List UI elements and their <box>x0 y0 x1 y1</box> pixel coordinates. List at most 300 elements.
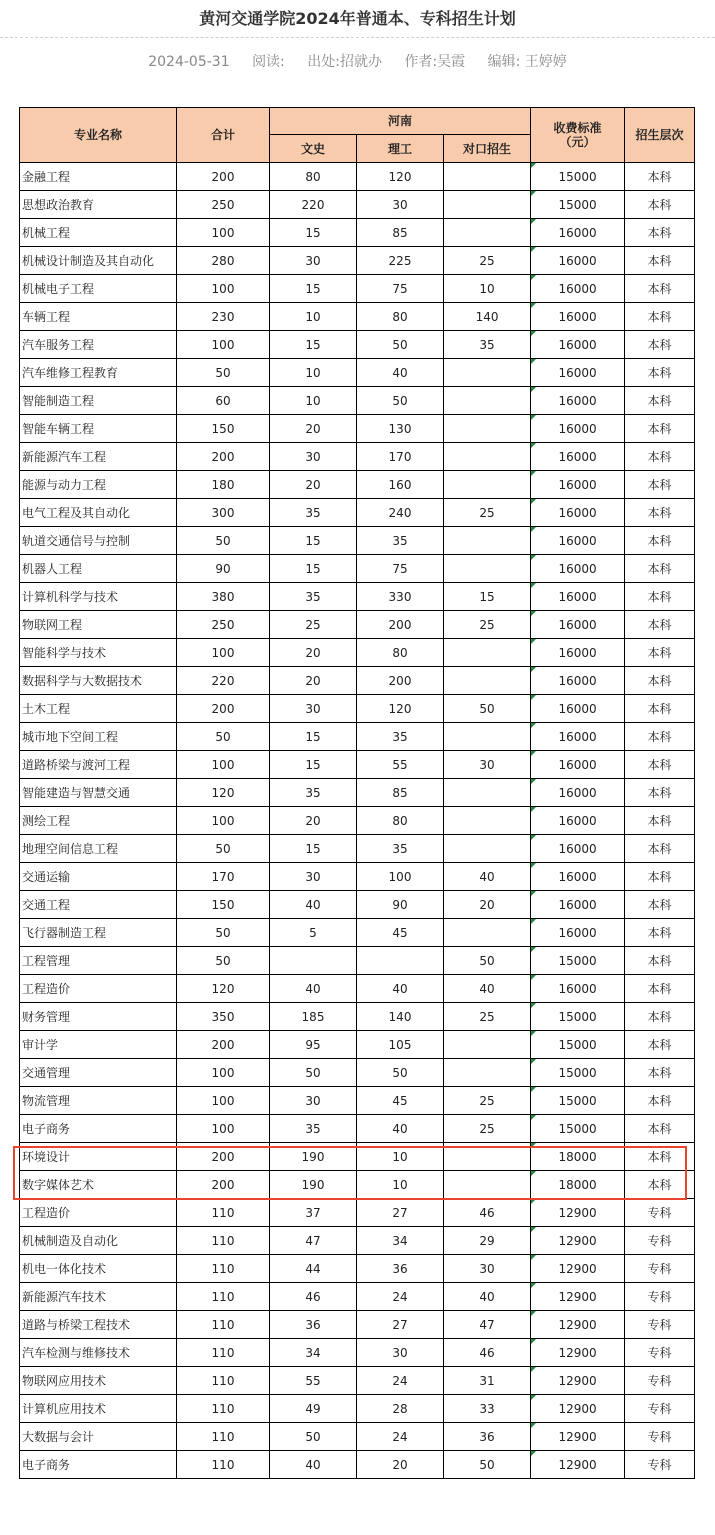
cell-total: 120 <box>177 975 270 1003</box>
cell-fee: 15000 <box>531 1059 625 1087</box>
cell-fee: 15000 <box>531 163 625 191</box>
cell-science: 105 <box>357 1031 444 1059</box>
cell-level: 本科 <box>625 611 695 639</box>
cell-total: 100 <box>177 751 270 779</box>
cell-level: 本科 <box>625 891 695 919</box>
cell-total: 110 <box>177 1311 270 1339</box>
cell-major: 地理空间信息工程 <box>20 835 177 863</box>
cell-major: 车辆工程 <box>20 303 177 331</box>
read-count: 阅读: <box>252 54 285 70</box>
cell-fee: 16000 <box>531 919 625 947</box>
cell-arts: 30 <box>270 863 357 891</box>
cell-vocational <box>444 359 531 387</box>
cell-total: 50 <box>177 723 270 751</box>
cell-total: 380 <box>177 583 270 611</box>
cell-arts: 10 <box>270 387 357 415</box>
cell-total: 50 <box>177 947 270 975</box>
publish-date: 2024-05-31 <box>148 54 230 70</box>
cell-science: 80 <box>357 303 444 331</box>
cell-level: 专科 <box>625 1367 695 1395</box>
cell-arts: 185 <box>270 1003 357 1031</box>
table-row <box>20 807 695 835</box>
cell-arts: 190 <box>270 1171 357 1199</box>
table-row <box>20 639 695 667</box>
table-row <box>20 751 695 779</box>
cell-arts: 80 <box>270 163 357 191</box>
cell-science: 75 <box>357 275 444 303</box>
cell-science: 40 <box>357 975 444 1003</box>
cell-vocational <box>444 219 531 247</box>
table-row <box>20 1339 695 1367</box>
cell-science: 45 <box>357 1087 444 1115</box>
cell-total: 200 <box>177 1031 270 1059</box>
cell-arts: 15 <box>270 527 357 555</box>
cell-arts: 55 <box>270 1367 357 1395</box>
cell-fee: 16000 <box>531 751 625 779</box>
cell-fee: 12900 <box>531 1423 625 1451</box>
cell-major: 道路桥梁与渡河工程 <box>20 751 177 779</box>
cell-vocational <box>444 471 531 499</box>
header-level: 招生层次 <box>625 108 695 163</box>
table-row <box>20 611 695 639</box>
title-divider <box>0 37 715 38</box>
cell-science: 330 <box>357 583 444 611</box>
cell-fee: 16000 <box>531 219 625 247</box>
cell-level: 本科 <box>625 499 695 527</box>
table-row <box>20 303 695 331</box>
cell-total: 250 <box>177 611 270 639</box>
cell-science: 140 <box>357 1003 444 1031</box>
cell-level: 本科 <box>625 1171 695 1199</box>
cell-total: 100 <box>177 1059 270 1087</box>
cell-total: 110 <box>177 1283 270 1311</box>
cell-total: 110 <box>177 1199 270 1227</box>
cell-major: 土木工程 <box>20 695 177 723</box>
cell-vocational <box>444 919 531 947</box>
cell-science: 40 <box>357 1115 444 1143</box>
cell-science: 50 <box>357 1059 444 1087</box>
cell-fee: 16000 <box>531 275 625 303</box>
cell-vocational: 29 <box>444 1227 531 1255</box>
cell-science: 160 <box>357 471 444 499</box>
cell-vocational: 10 <box>444 275 531 303</box>
table-row <box>20 891 695 919</box>
table-row <box>20 555 695 583</box>
cell-vocational: 30 <box>444 1255 531 1283</box>
cell-arts: 190 <box>270 1143 357 1171</box>
cell-vocational <box>444 191 531 219</box>
cell-level: 本科 <box>625 443 695 471</box>
cell-total: 50 <box>177 919 270 947</box>
cell-vocational <box>444 723 531 751</box>
cell-total: 110 <box>177 1451 270 1479</box>
cell-science: 35 <box>357 723 444 751</box>
cell-level: 本科 <box>625 583 695 611</box>
table-row <box>20 583 695 611</box>
table-row <box>20 275 695 303</box>
cell-arts: 34 <box>270 1339 357 1367</box>
cell-major: 智能制造工程 <box>20 387 177 415</box>
table-row <box>20 471 695 499</box>
cell-arts <box>270 947 357 975</box>
cell-arts: 44 <box>270 1255 357 1283</box>
cell-vocational: 46 <box>444 1339 531 1367</box>
cell-arts: 35 <box>270 779 357 807</box>
cell-fee: 15000 <box>531 947 625 975</box>
cell-fee: 16000 <box>531 639 625 667</box>
cell-major: 交通管理 <box>20 1059 177 1087</box>
cell-major: 轨道交通信号与控制 <box>20 527 177 555</box>
cell-arts: 37 <box>270 1199 357 1227</box>
cell-arts: 20 <box>270 639 357 667</box>
cell-science: 50 <box>357 387 444 415</box>
cell-total: 150 <box>177 891 270 919</box>
cell-fee: 16000 <box>531 695 625 723</box>
cell-level: 本科 <box>625 1115 695 1143</box>
cell-fee: 12900 <box>531 1199 625 1227</box>
cell-major: 环境设计 <box>20 1143 177 1171</box>
cell-major: 物联网工程 <box>20 611 177 639</box>
cell-science: 10 <box>357 1171 444 1199</box>
cell-major: 财务管理 <box>20 1003 177 1031</box>
cell-vocational: 46 <box>444 1199 531 1227</box>
cell-vocational: 25 <box>444 611 531 639</box>
cell-science: 80 <box>357 807 444 835</box>
cell-total: 110 <box>177 1367 270 1395</box>
cell-vocational: 30 <box>444 751 531 779</box>
cell-fee: 16000 <box>531 471 625 499</box>
cell-fee: 12900 <box>531 1311 625 1339</box>
cell-science: 200 <box>357 667 444 695</box>
cell-total: 280 <box>177 247 270 275</box>
table-row <box>20 1199 695 1227</box>
cell-fee: 12900 <box>531 1395 625 1423</box>
cell-arts: 30 <box>270 1087 357 1115</box>
table-row <box>20 1395 695 1423</box>
cell-major: 测绘工程 <box>20 807 177 835</box>
cell-level: 专科 <box>625 1395 695 1423</box>
cell-science: 20 <box>357 1451 444 1479</box>
cell-vocational: 25 <box>444 1087 531 1115</box>
cell-level: 本科 <box>625 1031 695 1059</box>
cell-vocational: 20 <box>444 891 531 919</box>
cell-total: 200 <box>177 1171 270 1199</box>
cell-fee: 18000 <box>531 1143 625 1171</box>
cell-arts: 35 <box>270 583 357 611</box>
cell-major: 飞行器制造工程 <box>20 919 177 947</box>
cell-science: 75 <box>357 555 444 583</box>
table-row <box>20 247 695 275</box>
cell-total: 180 <box>177 471 270 499</box>
cell-total: 110 <box>177 1423 270 1451</box>
table-row <box>20 415 695 443</box>
table-row <box>20 1031 695 1059</box>
cell-arts: 50 <box>270 1059 357 1087</box>
cell-level: 专科 <box>625 1423 695 1451</box>
cell-arts: 40 <box>270 1451 357 1479</box>
table-row <box>20 1087 695 1115</box>
cell-arts: 35 <box>270 1115 357 1143</box>
cell-arts: 40 <box>270 891 357 919</box>
cell-level: 本科 <box>625 219 695 247</box>
cell-vocational <box>444 779 531 807</box>
table-row <box>20 359 695 387</box>
cell-total: 100 <box>177 1087 270 1115</box>
cell-total: 100 <box>177 807 270 835</box>
cell-science: 24 <box>357 1423 444 1451</box>
cell-arts: 15 <box>270 275 357 303</box>
cell-fee: 16000 <box>531 611 625 639</box>
cell-total: 110 <box>177 1339 270 1367</box>
cell-arts: 36 <box>270 1311 357 1339</box>
cell-total: 60 <box>177 387 270 415</box>
cell-total: 220 <box>177 667 270 695</box>
cell-vocational <box>444 835 531 863</box>
cell-science: 90 <box>357 891 444 919</box>
cell-science: 27 <box>357 1311 444 1339</box>
cell-fee: 12900 <box>531 1255 625 1283</box>
cell-level: 专科 <box>625 1255 695 1283</box>
cell-fee: 16000 <box>531 667 625 695</box>
cell-total: 110 <box>177 1255 270 1283</box>
header-vocational: 对口招生 <box>444 135 531 163</box>
cell-level: 本科 <box>625 471 695 499</box>
cell-arts: 30 <box>270 247 357 275</box>
cell-major: 机械工程 <box>20 219 177 247</box>
cell-arts: 46 <box>270 1283 357 1311</box>
table-row <box>20 1003 695 1031</box>
cell-total: 110 <box>177 1227 270 1255</box>
cell-vocational: 40 <box>444 863 531 891</box>
cell-arts: 50 <box>270 1423 357 1451</box>
cell-vocational: 35 <box>444 331 531 359</box>
cell-major: 计算机应用技术 <box>20 1395 177 1423</box>
cell-arts: 25 <box>270 611 357 639</box>
table-row <box>20 527 695 555</box>
cell-science: 30 <box>357 1339 444 1367</box>
cell-fee: 16000 <box>531 303 625 331</box>
cell-level: 本科 <box>625 303 695 331</box>
cell-science: 85 <box>357 779 444 807</box>
cell-arts: 220 <box>270 191 357 219</box>
cell-major: 电子商务 <box>20 1115 177 1143</box>
cell-major: 物联网应用技术 <box>20 1367 177 1395</box>
cell-fee: 16000 <box>531 247 625 275</box>
table-row <box>20 975 695 1003</box>
cell-major: 机械制造及自动化 <box>20 1227 177 1255</box>
cell-fee: 15000 <box>531 1031 625 1059</box>
cell-science: 200 <box>357 611 444 639</box>
cell-science: 35 <box>357 835 444 863</box>
cell-science: 225 <box>357 247 444 275</box>
cell-level: 本科 <box>625 555 695 583</box>
cell-major: 汽车维修工程教育 <box>20 359 177 387</box>
cell-vocational: 31 <box>444 1367 531 1395</box>
cell-vocational: 50 <box>444 1451 531 1479</box>
cell-total: 50 <box>177 359 270 387</box>
cell-level: 本科 <box>625 947 695 975</box>
cell-science <box>357 947 444 975</box>
cell-vocational: 47 <box>444 1311 531 1339</box>
cell-total: 250 <box>177 191 270 219</box>
cell-major: 机器人工程 <box>20 555 177 583</box>
table-row <box>20 919 695 947</box>
table-row <box>20 163 695 191</box>
cell-fee: 16000 <box>531 443 625 471</box>
cell-level: 专科 <box>625 1227 695 1255</box>
cell-level: 本科 <box>625 975 695 1003</box>
table-row <box>20 1283 695 1311</box>
cell-major: 机电一体化技术 <box>20 1255 177 1283</box>
cell-vocational <box>444 443 531 471</box>
header-province: 河南 <box>270 108 531 135</box>
cell-science: 35 <box>357 527 444 555</box>
cell-science: 10 <box>357 1143 444 1171</box>
cell-fee: 16000 <box>531 807 625 835</box>
cell-science: 120 <box>357 695 444 723</box>
cell-vocational: 50 <box>444 695 531 723</box>
cell-major: 物流管理 <box>20 1087 177 1115</box>
table-row <box>20 1143 695 1171</box>
cell-fee: 16000 <box>531 359 625 387</box>
cell-science: 34 <box>357 1227 444 1255</box>
cell-arts: 40 <box>270 975 357 1003</box>
cell-total: 120 <box>177 779 270 807</box>
cell-arts: 15 <box>270 723 357 751</box>
article-source: 出处:招就办 <box>307 54 382 70</box>
header-arts: 文史 <box>270 135 357 163</box>
header-major: 专业名称 <box>20 108 177 163</box>
table-row <box>20 191 695 219</box>
cell-vocational: 25 <box>444 1003 531 1031</box>
cell-vocational: 40 <box>444 1283 531 1311</box>
cell-arts: 10 <box>270 303 357 331</box>
cell-level: 本科 <box>625 527 695 555</box>
cell-level: 本科 <box>625 191 695 219</box>
header-total: 合计 <box>177 108 270 163</box>
cell-arts: 20 <box>270 667 357 695</box>
cell-science: 120 <box>357 163 444 191</box>
cell-total: 50 <box>177 527 270 555</box>
cell-arts: 15 <box>270 751 357 779</box>
cell-level: 本科 <box>625 863 695 891</box>
cell-fee: 16000 <box>531 891 625 919</box>
cell-major: 数据科学与大数据技术 <box>20 667 177 695</box>
cell-science: 27 <box>357 1199 444 1227</box>
cell-total: 170 <box>177 863 270 891</box>
cell-vocational: 140 <box>444 303 531 331</box>
cell-fee: 16000 <box>531 331 625 359</box>
cell-science: 80 <box>357 639 444 667</box>
cell-total: 200 <box>177 443 270 471</box>
cell-science: 28 <box>357 1395 444 1423</box>
cell-fee: 16000 <box>531 723 625 751</box>
cell-arts: 15 <box>270 331 357 359</box>
cell-vocational: 33 <box>444 1395 531 1423</box>
article-author: 作者:吴霞 <box>404 54 466 70</box>
table-row <box>20 1115 695 1143</box>
cell-major: 电子商务 <box>20 1451 177 1479</box>
table-row <box>20 443 695 471</box>
table-row <box>20 499 695 527</box>
cell-fee: 16000 <box>531 779 625 807</box>
article-title: 黄河交通学院2024年普通本、专科招生计划 <box>199 9 516 28</box>
cell-fee: 15000 <box>531 1003 625 1031</box>
cell-level: 本科 <box>625 1003 695 1031</box>
cell-total: 100 <box>177 639 270 667</box>
cell-total: 50 <box>177 835 270 863</box>
cell-level: 本科 <box>625 835 695 863</box>
table-row <box>20 723 695 751</box>
cell-vocational: 25 <box>444 499 531 527</box>
cell-science: 170 <box>357 443 444 471</box>
cell-major: 新能源汽车工程 <box>20 443 177 471</box>
cell-level: 本科 <box>625 331 695 359</box>
header-fee: 收费标准（元） <box>531 108 625 163</box>
cell-fee: 16000 <box>531 835 625 863</box>
cell-level: 专科 <box>625 1311 695 1339</box>
cell-vocational <box>444 1031 531 1059</box>
cell-level: 专科 <box>625 1339 695 1367</box>
cell-vocational <box>444 415 531 443</box>
cell-major: 工程造价 <box>20 1199 177 1227</box>
cell-major: 思想政治教育 <box>20 191 177 219</box>
cell-total: 100 <box>177 331 270 359</box>
cell-level: 本科 <box>625 359 695 387</box>
table-row <box>20 1059 695 1087</box>
cell-level: 本科 <box>625 415 695 443</box>
cell-total: 100 <box>177 219 270 247</box>
cell-fee: 16000 <box>531 415 625 443</box>
cell-fee: 15000 <box>531 1115 625 1143</box>
cell-science: 240 <box>357 499 444 527</box>
cell-vocational <box>444 163 531 191</box>
cell-total: 200 <box>177 695 270 723</box>
cell-science: 36 <box>357 1255 444 1283</box>
cell-science: 45 <box>357 919 444 947</box>
cell-major: 城市地下空间工程 <box>20 723 177 751</box>
cell-total: 110 <box>177 1395 270 1423</box>
cell-vocational: 25 <box>444 247 531 275</box>
cell-arts: 15 <box>270 835 357 863</box>
cell-arts: 20 <box>270 807 357 835</box>
cell-arts: 20 <box>270 415 357 443</box>
cell-fee: 16000 <box>531 583 625 611</box>
cell-vocational: 50 <box>444 947 531 975</box>
cell-major: 交通运输 <box>20 863 177 891</box>
header-science: 理工 <box>357 135 444 163</box>
cell-arts: 35 <box>270 499 357 527</box>
table-row <box>20 219 695 247</box>
table-row <box>20 695 695 723</box>
cell-major: 能源与动力工程 <box>20 471 177 499</box>
table-row <box>20 947 695 975</box>
table-row <box>20 779 695 807</box>
cell-total: 300 <box>177 499 270 527</box>
cell-science: 100 <box>357 863 444 891</box>
cell-vocational <box>444 1143 531 1171</box>
cell-level: 本科 <box>625 275 695 303</box>
cell-arts: 10 <box>270 359 357 387</box>
cell-major: 智能建造与智慧交通 <box>20 779 177 807</box>
cell-vocational <box>444 555 531 583</box>
cell-arts: 49 <box>270 1395 357 1423</box>
cell-fee: 12900 <box>531 1339 625 1367</box>
cell-fee: 16000 <box>531 499 625 527</box>
cell-level: 本科 <box>625 779 695 807</box>
table-row <box>20 1311 695 1339</box>
cell-level: 本科 <box>625 1143 695 1171</box>
